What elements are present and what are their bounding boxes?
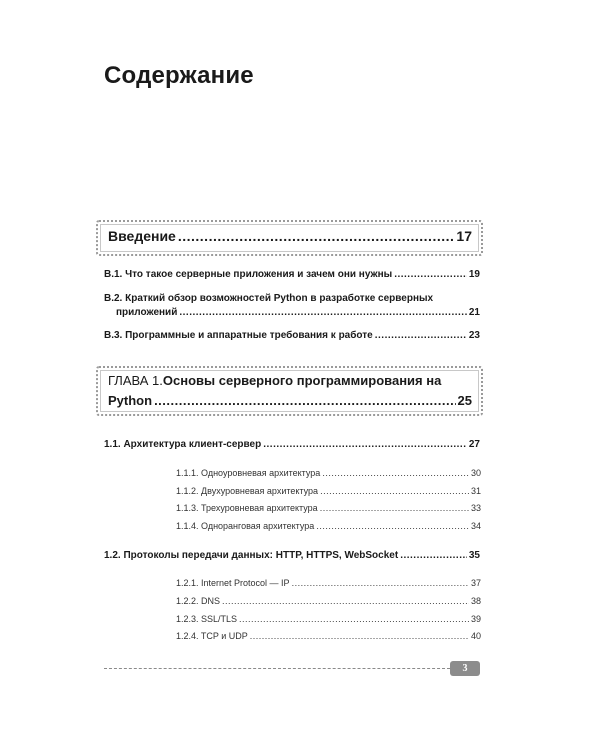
leader-dots [394,269,467,280]
chapter-title-cont: Python [108,393,153,408]
toc-entry-label: 1.1. Архитектура клиент-сервер [104,439,262,450]
leader-dots [250,631,469,641]
leader-dots [316,521,469,531]
chapter-heading-line1[interactable] [108,373,441,388]
toc-entry-page: 33 [470,503,481,513]
toc-entry-1-1-1[interactable] [176,468,481,478]
leader-dots [178,228,455,244]
toc-entry-label: 1.2.1. Internet Protocol — IP [176,578,290,588]
toc-entry-page: 23 [468,330,480,341]
toc-entry-label: приложений [116,307,178,318]
toc-entry-page: 27 [468,439,480,450]
leader-dots [400,550,467,561]
toc-entry-label: 1.1.4. Одноранговая архитектура [176,521,315,531]
toc-entry-page: 21 [468,307,480,318]
toc-entry-page: 34 [470,521,481,531]
leader-dots [320,486,469,496]
toc-entry-label: 1.2.4. TCP и UDP [176,631,248,641]
leader-dots [222,596,469,606]
leader-dots [263,439,467,450]
toc-entry-b2-line1[interactable]: В.2. Краткий обзор возможностей Python в разработке серверных [104,293,434,304]
toc-entry-1-2-4[interactable] [176,631,481,641]
toc-entry-page: 37 [470,578,481,588]
toc-entry-1-1-4[interactable] [176,521,481,531]
toc-entry-b1[interactable] [104,269,480,280]
footer-divider [104,668,450,669]
toc-entry-page: 31 [470,486,481,496]
toc-entry-b2[interactable] [116,307,480,318]
toc-entry-label: 1.1.3. Трехуровневая архитектура [176,503,318,513]
toc-entry-label: 1.2.3. SSL/TLS [176,614,238,624]
page-number-badge: 3 [450,661,480,676]
leader-dots [375,330,467,341]
toc-entry-page: 17 [456,228,472,244]
toc-entry-page: 19 [468,269,480,280]
toc-entry-b3[interactable] [104,330,480,341]
chapter-page: 25 [457,393,472,408]
toc-entry-page: 40 [470,631,481,641]
toc-entry-1-1-3[interactable] [176,503,481,513]
toc-entry-page: 35 [468,550,480,561]
toc-entry-1-1[interactable] [104,439,480,450]
toc-entry-1-2[interactable] [104,550,480,561]
toc-entry-label: 1.2.2. DNS [176,596,221,606]
toc-entry-1-2-3[interactable] [176,614,481,624]
chapter-heading-line2[interactable] [108,393,472,408]
chapter-prefix: ГЛАВА 1. [108,373,163,388]
toc-entry-label: В.1. Что такое серверные приложения и зачем они нужны [104,269,393,280]
toc-entry-label: 1.1.2. Двухуровневая архитектура [176,486,319,496]
toc-entry-label: 1.1.1. Одноуровневая архитектура [176,468,321,478]
leader-dots [320,503,469,513]
toc-entry-label: 1.2. Протоколы передачи данных: HTTP, HTTPS, WebSocket [104,550,399,561]
toc-entry-page: 39 [470,614,481,624]
leader-dots [154,393,455,408]
leader-dots [179,307,467,318]
toc-entry-page: 38 [470,596,481,606]
page-title: Содержание [104,62,254,89]
toc-entry-1-1-2[interactable] [176,486,481,496]
toc-entry-page: 30 [470,468,481,478]
toc-entry-label: Введение [108,228,176,244]
chapter-title: Основы серверного программирования на [162,373,442,388]
toc-entry-1-2-1[interactable] [176,578,481,588]
toc-entry-label: В.3. Программные и аппаратные требования к работе [104,330,373,341]
leader-dots [239,614,469,624]
toc-entry-1-2-2[interactable] [176,596,481,606]
leader-dots [322,468,469,478]
leader-dots [292,578,469,588]
toc-entry-intro[interactable] [108,228,472,244]
